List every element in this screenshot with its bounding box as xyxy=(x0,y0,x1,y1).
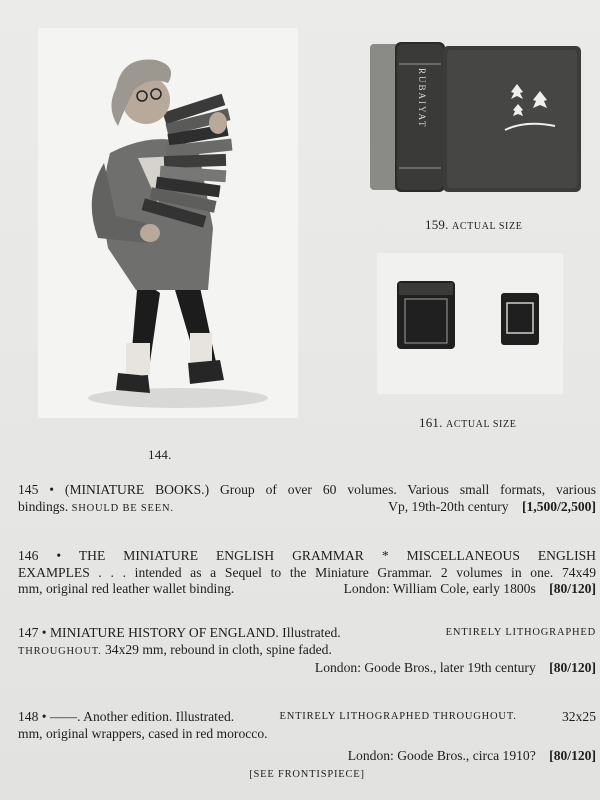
two-miniature-books-illustration xyxy=(377,253,563,394)
rubaiyat-book-illustration xyxy=(365,40,585,198)
lot-145-imprint-group xyxy=(388,499,596,518)
lot-147-throughout: THROUGHOUT. xyxy=(18,645,102,657)
lot-146-line-3 xyxy=(18,581,596,598)
lot-148-size: 32x25 xyxy=(562,709,596,724)
lot-147-line-3 xyxy=(18,660,596,677)
lot-148-title: 148 • ——. Another edition. Illustrated. xyxy=(18,709,235,724)
lot-148-line-1 xyxy=(18,709,596,726)
lot-145-line-2 xyxy=(18,499,596,518)
lot-148-line-3 xyxy=(18,748,596,765)
lot-145-line-1: 145 • (MINIATURE BOOKS.) Group of over 60 volumes. Various small formats, various xyxy=(18,482,596,497)
lot-146 xyxy=(18,548,596,598)
lot-146-estimate: [80/120] xyxy=(549,581,596,596)
lot-145-estimate: [1,500/2,500] xyxy=(521,498,596,514)
lot-148-frontispiece-note: [SEE FRONTISPIECE] xyxy=(249,768,365,780)
lot-146-imprint: London: William Cole, early 1800s xyxy=(343,581,536,596)
lot-147 xyxy=(18,625,596,677)
lot-147-title: 147 • MINIATURE HISTORY OF ENGLAND. Illustrated. xyxy=(18,625,341,640)
lot-147-imprint: London: Goode Bros., later 19th century xyxy=(314,660,536,675)
lot-145 xyxy=(18,482,596,517)
lot-148-line-2: mm, original wrappers, cased in red morocco. xyxy=(18,725,268,741)
lot-145-bindings: bindings. xyxy=(18,498,69,514)
plate-161-label: 161. xyxy=(419,415,443,430)
plate-161-note: ACTUAL SIZE xyxy=(446,419,517,430)
lot-146-imprint-group xyxy=(344,581,596,598)
plate-159-label: 159. xyxy=(425,217,449,232)
plate-161-caption xyxy=(419,415,516,431)
lot-146-binding: mm, original red leather wallet binding. xyxy=(18,581,235,596)
lot-145-should-be-seen: SHOULD BE SEEN. xyxy=(71,502,174,514)
lot-148 xyxy=(18,709,596,783)
plate-159-note: ACTUAL SIZE xyxy=(452,221,523,232)
plate-159-photo xyxy=(365,40,585,198)
lot-147-line-1 xyxy=(18,625,596,642)
lot-148-estimate: [80/120] xyxy=(549,748,596,763)
lot-145-imprint: Vp, 19th-20th century xyxy=(388,498,509,514)
plate-144-caption xyxy=(148,447,172,463)
lot-147-estimate: [80/120] xyxy=(549,660,596,675)
plate-144-label: 144. xyxy=(148,447,172,462)
lot-147-lithographed: ENTIRELY LITHOGRAPHED xyxy=(445,627,596,638)
lot-145-line-2-left xyxy=(18,499,174,518)
spine-title: RUBAIYAT xyxy=(417,68,427,129)
plate-161-photo xyxy=(377,253,563,394)
lot-148-lithographed: ENTIRELY LITHOGRAPHED THROUGHOUT. xyxy=(279,711,517,722)
lot-147-description: 34x29 mm, rebound in cloth, spine faded. xyxy=(104,641,332,657)
plate-144-photo xyxy=(38,28,298,418)
lot-146-line-1: 146 • THE MINIATURE ENGLISH GRAMMAR * MISCELLANEOUS ENGLISH xyxy=(18,548,596,563)
figure-with-books-illustration xyxy=(38,28,298,418)
lot-148-imprint: London: Goode Bros., circa 1910? xyxy=(347,748,536,763)
plate-159-caption xyxy=(425,217,522,233)
lot-147-line-2 xyxy=(18,642,596,661)
lot-146-line-2: EXAMPLES . . . intended as a Sequel to the Miniature Grammar. 2 volumes in one. 74x49 xyxy=(18,564,596,580)
